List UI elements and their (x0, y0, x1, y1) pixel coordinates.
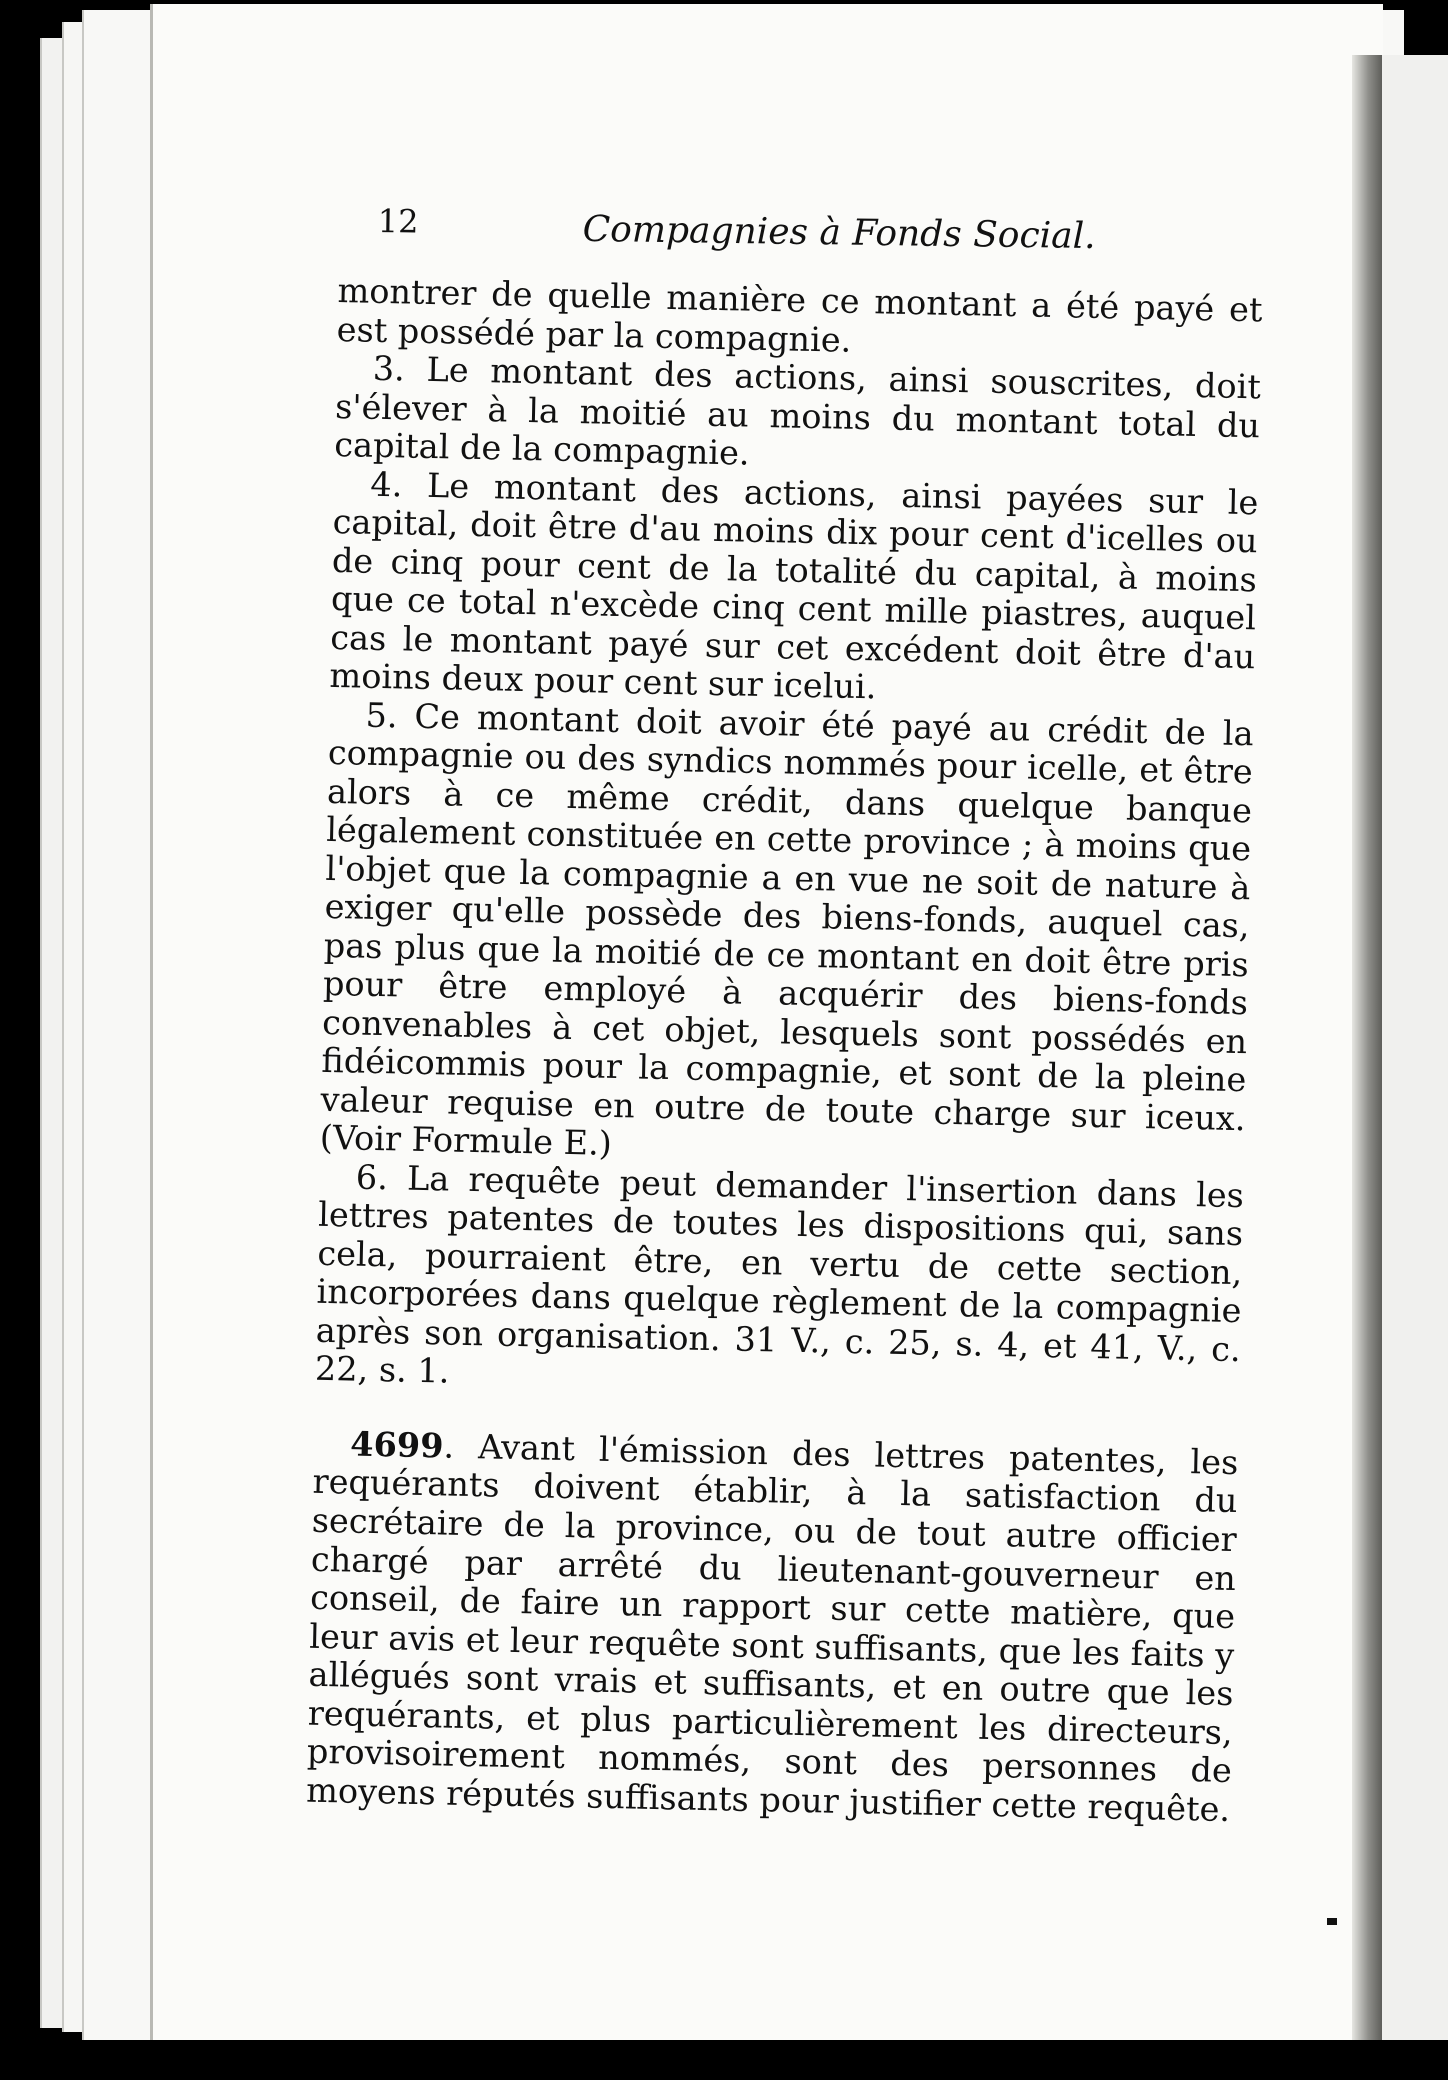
paragraph-item-5: 5. Ce montant doit avoir été payé au crédit de la compagnie ou des syndics nommés pour icelle, et être alors à ce même crédit, dans quelque banque légalement constituée en cette province ; à moins que l'objet que la compagnie a en vue ne soit de nature à exiger qu'elle possède des biens-fonds, auquel cas, pas plus que la moitié de ce montant en doit être pris pour être employé à acquérir des biens-fonds convenables à cet objet, lesquels sont possédés en fidéicommis pour la compagnie, et sont de la pleine valeur requise en outre de toute charge sur iceux. (Voir Formule E.) (319, 695, 1254, 1164)
section-4699 (306, 1425, 1239, 1829)
page-header (377, 202, 1096, 272)
running-title: Compagnies à Fonds Social. (582, 208, 1096, 258)
facing-page-strip (1382, 55, 1448, 2040)
section-number: 4699 (349, 1424, 444, 1466)
page-number: 12 (377, 202, 419, 241)
paragraph-item-6: 6. La requête peut demander l'insertion dans les lettres patentes de toutes les dispositions qui, sans cela, pourraient être, en vertu de cette section, incorporées dans quelque règlement de la compagnie après son organisation. 31 V., c. 25, s. 4, et 41, V., c. 22, s. 1. (314, 1157, 1245, 1392)
paragraph-item-3: 3. Le montant des actions, ainsi souscrites, doit s'élever à la moitié au moins du montant total du capital de la compagnie. (333, 348, 1262, 473)
gutter-shadow (1352, 55, 1382, 2040)
scan-speck (1327, 1918, 1337, 1925)
paragraph-continuation: montrer de quelle manière ce montant a été payé et est possédé par la compagnie. (336, 271, 1263, 360)
paragraph-item-4: 4. Le montant des actions, ainsi payées sur le capital, doit être d'au moins dix pour cent d'icelles ou de cinq pour cent de la totalité du capital, à moins que ce total n'excède cinq cent mille piastres, auquel cas le montant payé sur cet excédent doit être d'au moins deux pour cent sur icelui. (329, 464, 1259, 707)
section-text: . Avant l'émission des lettres patentes, les requérants doivent établir, à la satisfaction du secrétaire de la province, ou de tout autre officier chargé par arrêté du lieutenant-gouverneur en conseil, de faire un rapport sur cette matière, que leur avis et leur requête sont suffisants, que les faits y allégués sont vrais et suffisants, et en outre que les requérants, et plus particulièrement les directeurs, provisoirement nommés, sont des personnes de moyens réputés suffisants pour justifier cette requête. (305, 1426, 1239, 1829)
page-body (306, 272, 1263, 1829)
